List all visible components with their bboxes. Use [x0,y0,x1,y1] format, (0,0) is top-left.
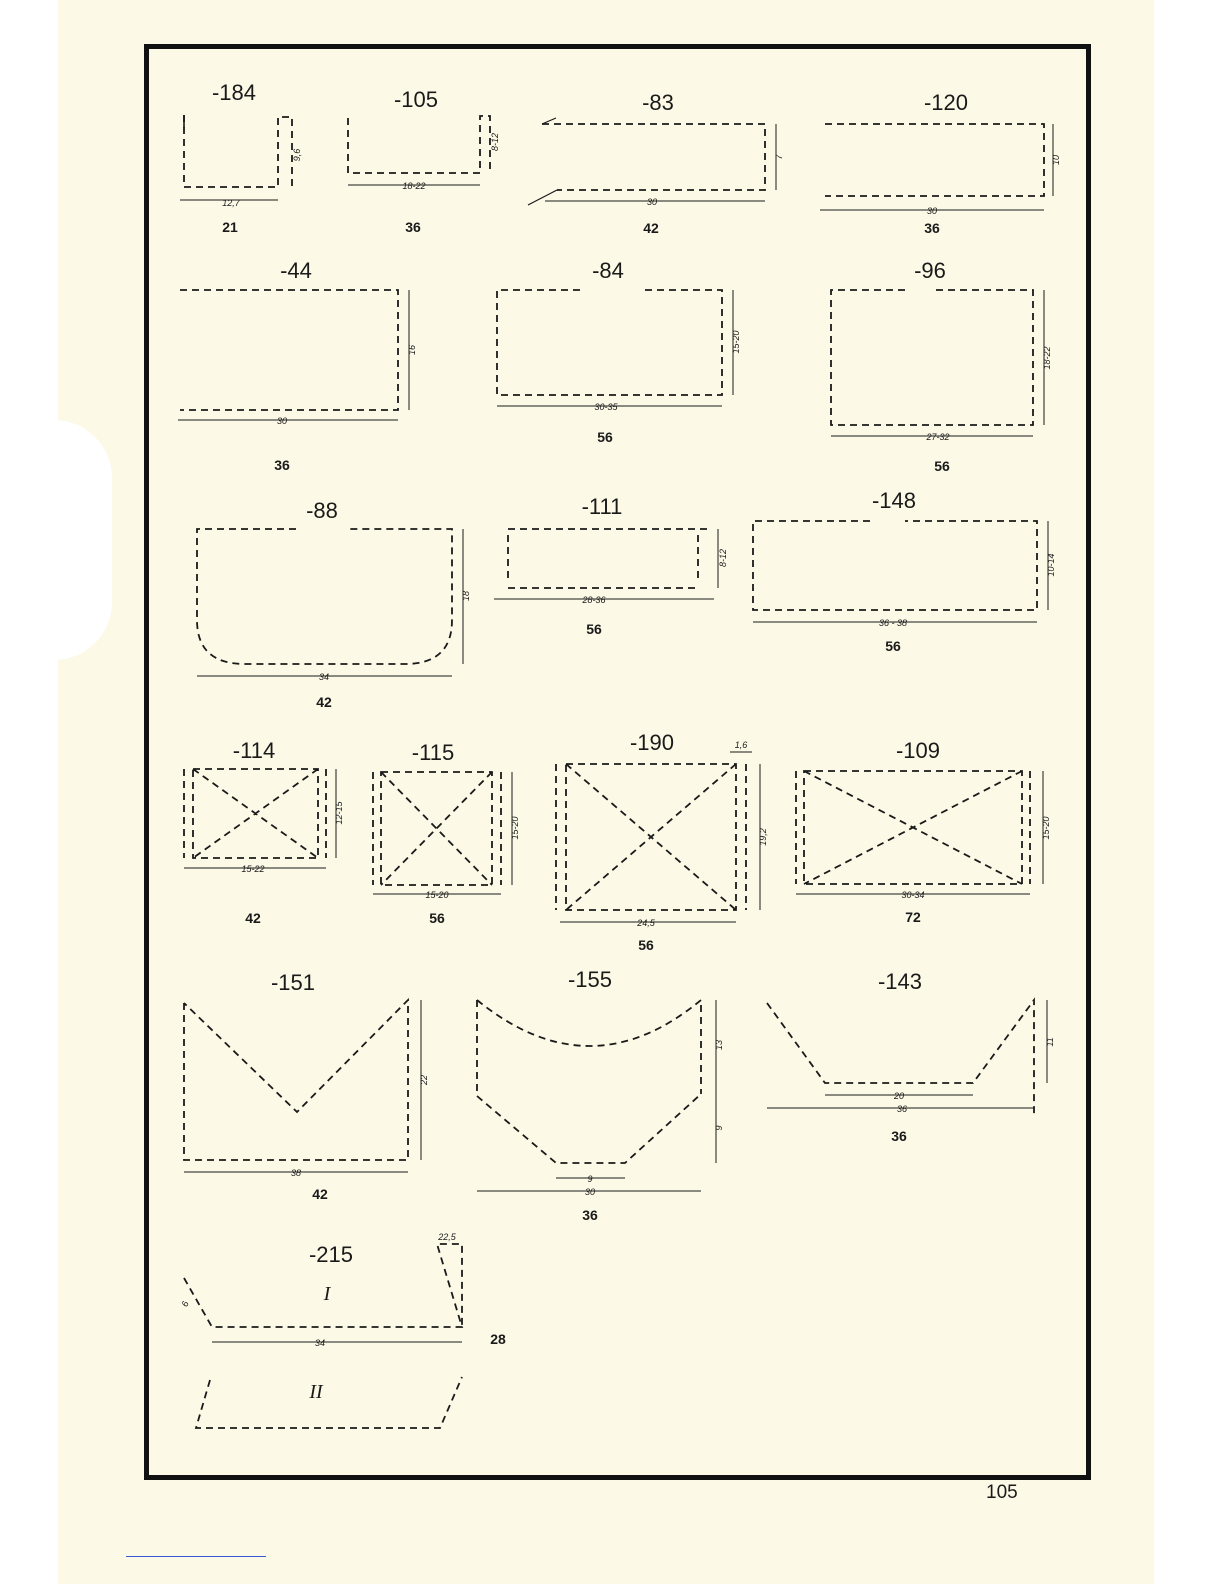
profile-84 [497,258,741,445]
dim-label: 27-32 [926,432,950,442]
profile-id: -151 [270,970,316,995]
dim-label: 30-34 [901,890,925,900]
dim-label: 15-20 [731,330,741,354]
profile-44 [178,258,417,473]
profile-count: 42 [643,220,659,236]
profile-count: 36 [891,1128,907,1144]
profile-114 [184,738,344,926]
profile-id: -88 [306,498,338,523]
page-number: 105 [986,1482,1018,1503]
dim-label: 9 [587,1174,593,1184]
dim-label: 38 [290,1168,302,1178]
dim-label: 18-22 [402,181,426,191]
dim-label: 6 [179,1299,191,1309]
profile-id: -84 [592,258,624,283]
profile-count: 42 [312,1186,328,1202]
profile-id: -114 [232,738,276,763]
profile-count: 36 [405,219,421,235]
profile-count: 56 [638,937,654,953]
profile-105 [348,87,500,235]
profile-id: -148 [871,488,917,513]
dim-label: 22 [419,1074,429,1086]
dim-label: 12-15 [334,801,344,825]
profile-id: -143 [877,969,923,994]
dim-label: 11 [1045,1037,1055,1047]
profile-109 [796,738,1051,925]
dim-label: 34 [318,672,330,682]
dim-label: 15-20 [425,890,449,900]
profile-count: 56 [934,458,950,474]
dim-label: 8-12 [490,132,500,152]
profile-96 [831,258,1052,474]
dim-label: 20 [893,1091,905,1101]
dim-label: 30 [926,206,938,216]
profile-143 [767,969,1055,1144]
profile-count: 56 [885,638,901,654]
dim-label: 36 [896,1104,908,1114]
profile-count: 28 [490,1331,506,1347]
dim-label: 7 [774,154,784,160]
profile-88 [197,498,471,710]
profile-120 [820,90,1061,236]
dim-label: 10 [1051,154,1061,166]
profile-count: 56 [429,910,445,926]
part-label: I [323,1283,331,1305]
dim-label: 9 [714,1125,724,1131]
profile-id: -115 [411,740,455,765]
dim-label: 18 [461,590,471,602]
dim-label: 28-36 [582,595,606,605]
dim-label: 1,6 [734,740,748,750]
profile-id: -83 [642,90,674,115]
profile-184 [180,80,302,235]
part-label: II [309,1381,323,1403]
dim-label: 30 [584,1187,596,1197]
profile-count: 36 [924,220,940,236]
dim-label: 8-12 [718,548,728,568]
dim-label: 22,5 [438,1232,456,1242]
profile-count: 42 [245,910,261,926]
profile-count: 72 [905,909,921,925]
profile-count: 56 [586,621,602,637]
profile-111 [494,494,728,637]
profile-count: 36 [582,1207,598,1223]
profile-count: 36 [274,457,290,473]
link-underline [126,1556,266,1557]
profile-id: -111 [581,494,623,519]
profile-id: -109 [895,738,941,763]
profile-id: -105 [393,87,439,112]
dim-label: 10-14 [1046,553,1056,577]
profile-190 [556,730,768,953]
dim-label: 15-22 [241,864,265,874]
profile-id: -120 [923,90,969,115]
profile-148 [753,488,1056,654]
profile-151 [184,970,429,1202]
profile-83 [528,90,784,236]
profile-id: -96 [914,258,946,283]
dim-label: 30-35 [594,402,618,412]
dim-label: 18-22 [1042,346,1052,370]
profile-155 [477,967,724,1223]
dim-label: 15-20 [510,816,520,840]
dim-label: 9,6 [292,148,302,162]
dim-label: 15-20 [1041,816,1051,840]
dim-label: 16 [407,344,417,356]
profile-215 [180,1232,506,1428]
profile-id: -190 [629,730,675,755]
profile-count: 56 [597,429,613,445]
dim-label: 36 - 38 [878,618,908,628]
dim-label: 34 [314,1338,326,1348]
dim-label: 30 [276,416,288,426]
dim-label: 13 [714,1039,724,1051]
profile-id: -184 [211,80,257,105]
profile-count: 42 [316,694,332,710]
dim-label: 24,5 [637,918,655,928]
profile-id: -44 [280,258,312,283]
dim-label: 19,2 [758,828,768,846]
dim-label: 30 [646,197,658,207]
profile-id: -215 [308,1242,354,1267]
dim-label: 12,7 [222,198,240,208]
profile-115 [373,740,520,926]
profile-count: 21 [222,219,238,235]
profile-id: -155 [567,967,613,992]
